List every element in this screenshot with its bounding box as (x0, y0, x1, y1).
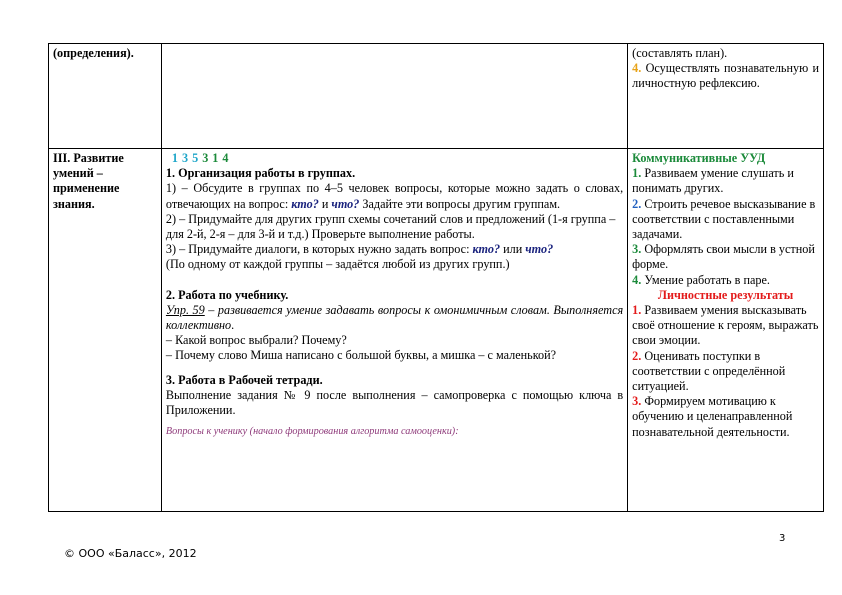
question-chto: что? (331, 196, 360, 211)
communicative-title: Коммуникативные УУД (632, 151, 766, 165)
task-number: 4 (222, 151, 229, 165)
task-paragraph: – Какой вопрос выбрали? Почему? (165, 333, 347, 348)
task-paragraph (166, 242, 623, 272)
uud-item-number: 1. (632, 303, 642, 318)
task-text: (По одному от каждой группы – задаётся любой из других групп.) (165, 257, 510, 272)
uud-cell (628, 44, 824, 149)
task-text: 1) – Обсудите в группах по 4–5 человек вопросы, которые можно задать о словах, отвечающих на вопрос: (165, 181, 624, 211)
uud-item-text: Строить речевое высказывание в соответствии с поставленными задачами. (632, 196, 816, 242)
task-text: . (231, 318, 235, 333)
question-kto: кто? (291, 196, 319, 211)
uud-item (632, 273, 819, 288)
section-title: 3. Работа в Рабочей тетради. (165, 372, 323, 387)
uud-item (632, 61, 819, 91)
section-title: 1. Организация работы в группах. (165, 166, 356, 181)
uud-text-line: (составлять план). (632, 46, 728, 60)
uud-item-number: 1. (632, 166, 642, 181)
task-text: или (500, 242, 526, 257)
activity-cell (161, 44, 627, 149)
stage-label: III. Развитие умений – применение знания. (53, 151, 124, 211)
uud-item-text: Развиваем умение слушать и понимать других. (632, 166, 794, 196)
exercise-ref: Упр. 59 (165, 302, 205, 317)
task-number: 5 (192, 151, 199, 165)
uud-item-text: Оценивать поступки в соответствии с определённой ситуацией. (632, 348, 786, 394)
uud-item-text: Осуществлять познавательную и личностную рефлексию. (632, 61, 819, 91)
question-chto: что? (525, 242, 554, 257)
uud-item (632, 303, 819, 349)
uud-item-text: Развиваем умения высказывать своё отношение к героям, выражать свои эмоции. (632, 303, 819, 348)
copyright-footer: © ООО «Баласс», 2012 (64, 547, 197, 560)
personal-results-title: Личностные результаты (657, 287, 794, 302)
uud-item-number: 3. (632, 242, 642, 257)
uud-item (632, 349, 819, 395)
task-paragraph: Выполнение задания № 9 после выполнения – самопроверка с помощью ключа в Приложении. (165, 387, 624, 418)
section-title: 2. Работа по учебнику. (165, 287, 289, 302)
spacer (166, 273, 623, 288)
task-text: – развивается умение задавать вопросы к омонимичным словам. Выполняется коллективно (165, 302, 624, 333)
page-number: 3 (779, 533, 786, 544)
task-number: 3 (202, 151, 209, 165)
task-numbers (172, 151, 623, 166)
uud-item (632, 197, 819, 243)
uud-item-text: Формируем мотивацию к обучению и целенаправленной познавательной деятельности. (632, 394, 793, 439)
table-row (49, 44, 824, 149)
task-text: и (318, 196, 332, 211)
uud-item-number: 3. (632, 394, 642, 409)
self-assessment-note: Вопросы к ученику (начало формирования алгоритма самооценки): (165, 426, 459, 438)
spacer (166, 364, 623, 373)
stage-cell (49, 149, 162, 512)
task-paragraph (166, 181, 623, 211)
task-number: 3 (182, 151, 189, 165)
activity-cell (161, 149, 627, 512)
task-paragraph (166, 303, 623, 333)
uud-item-number: 4. (632, 272, 642, 287)
uud-item-number: 2. (632, 348, 642, 363)
uud-item (632, 394, 819, 440)
task-number: 1 (171, 151, 179, 165)
stage-cell (49, 44, 162, 149)
task-paragraph: 2) – Придумайте для других групп схемы сочетаний слов и предложений (1-я группа – для 2-й, 2-я – для 3-й и т.д.) Проверьте выполнение работы. (165, 211, 616, 242)
question-kto: кто? (472, 242, 501, 257)
uud-item (632, 242, 819, 272)
task-paragraph: – Почему слово Миша написано с большой буквы, а мишка – с маленькой? (165, 348, 557, 363)
uud-item-text: Умение работать в паре. (644, 272, 770, 287)
uud-item-text: Оформлять свои мысли в устной форме. (632, 242, 815, 272)
uud-cell (628, 149, 824, 512)
uud-item (632, 166, 819, 196)
task-text: 3) – Придумайте диалоги, в которых нужно задать вопрос: (165, 242, 473, 257)
task-number: 1 (212, 151, 219, 165)
uud-item-number: 2. (632, 196, 642, 211)
lesson-plan-table (48, 43, 824, 512)
task-text: Задайте эти вопросы другим группам. (359, 196, 561, 211)
table-row (49, 149, 824, 512)
stage-label: (определения). (53, 46, 134, 60)
uud-item-number: 4. (632, 61, 642, 76)
